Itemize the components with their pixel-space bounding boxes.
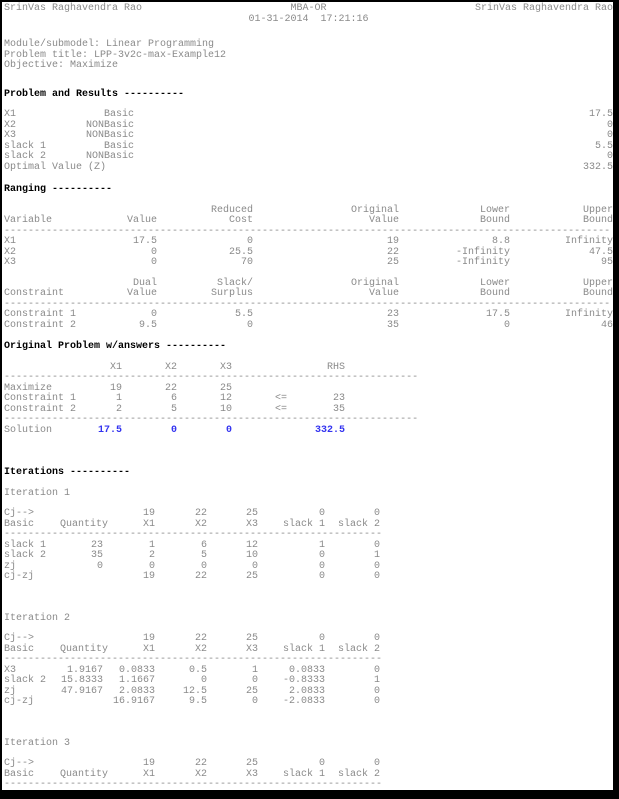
cell: 22 xyxy=(194,633,207,644)
header-cell: Slack/ xyxy=(216,277,253,289)
cell: 22 xyxy=(194,758,207,769)
header-cell: X1 xyxy=(142,768,155,780)
variable-value: 0 xyxy=(606,119,613,131)
cell: 25 xyxy=(245,685,258,697)
basis-cell: slack 2 xyxy=(4,675,47,686)
header-cell: X2 xyxy=(194,643,207,655)
result-row xyxy=(4,110,613,121)
rhs-cell: 35 xyxy=(332,403,345,415)
header-cell: Basic xyxy=(4,643,35,655)
header-cell: X2 xyxy=(194,518,207,530)
cj-label: Cj--> xyxy=(4,758,35,769)
cell: 0 xyxy=(373,685,380,697)
cell: 5 xyxy=(200,550,207,561)
cell: 0 xyxy=(200,560,207,572)
section-heading-iterations: Iterations ---------- xyxy=(4,467,131,478)
cell: 0 xyxy=(246,319,253,331)
table-separator: ----------------------------------------------------------------------------------------------------- xyxy=(4,226,611,237)
original-problem-row xyxy=(4,384,613,395)
problem-results-table xyxy=(4,110,613,173)
cell: 10 xyxy=(219,403,232,415)
cell: 1 xyxy=(251,664,258,676)
solution-label: Solution xyxy=(4,424,53,436)
cell: 6 xyxy=(170,393,177,404)
module-line: Module/submodel: Linear Programming xyxy=(4,39,215,50)
cj-label: Cj--> xyxy=(4,633,35,644)
cell: 47.5 xyxy=(588,246,613,258)
header-cell: slack 2 xyxy=(337,518,380,530)
cell: 2 xyxy=(115,403,122,415)
header-cell: slack 1 xyxy=(282,643,325,655)
cell: 25 xyxy=(219,382,232,394)
cell: 0 xyxy=(373,508,380,519)
original-problem-header xyxy=(4,363,613,374)
basis-status: NONBasic xyxy=(85,119,134,131)
cell: 15.8333 xyxy=(60,675,103,686)
cell: 19 xyxy=(142,758,155,769)
cell: 0 xyxy=(318,758,325,769)
basis-header-row xyxy=(4,645,613,656)
cell: 1 xyxy=(318,539,325,551)
header-cell: Bound xyxy=(582,288,613,299)
cell: 0.0833 xyxy=(118,664,155,676)
cell: 5.5 xyxy=(234,309,253,320)
header-author-left: SrinVas Raghavendra Rao xyxy=(4,3,143,14)
section-heading-original-problem: Original Problem w/answers ---------- xyxy=(4,341,227,352)
header-cell: Bound xyxy=(479,215,510,226)
ranging-variable-row xyxy=(4,237,613,248)
cell: 0.5 xyxy=(188,664,207,676)
cell: 22 xyxy=(194,508,207,519)
cell: 1.1667 xyxy=(118,675,155,686)
cell: 0 xyxy=(96,560,103,572)
result-row xyxy=(4,131,613,142)
header-cell: slack 2 xyxy=(337,643,380,655)
rhs-cell: 23 xyxy=(332,393,345,404)
solution-x3: 0 xyxy=(225,424,232,436)
cell: 2.0833 xyxy=(118,685,155,697)
cell: X3 xyxy=(4,257,17,268)
variable-name: X2 xyxy=(4,119,17,131)
cell: 22 xyxy=(386,246,399,258)
cell: 12 xyxy=(245,539,258,551)
variable-name: X3 xyxy=(4,130,17,141)
app-title: MBA-OR xyxy=(290,3,327,14)
iteration-rows xyxy=(4,541,613,583)
constraint-sign: <= xyxy=(274,393,287,404)
iteration-table xyxy=(4,759,613,791)
cell: 35 xyxy=(90,550,103,561)
cell: Constraint 2 xyxy=(4,403,77,415)
header-cell: Dual xyxy=(132,277,157,289)
header-cell: Variable xyxy=(4,215,53,226)
basis-status: Basic xyxy=(103,140,134,152)
cell: 0 xyxy=(200,675,207,686)
header-cell: slack 1 xyxy=(282,518,325,530)
cell: 22 xyxy=(164,382,177,394)
cell: 0 xyxy=(148,560,155,572)
cell: 0 xyxy=(318,560,325,572)
cell: 0 xyxy=(150,246,157,258)
header-cell: slack 1 xyxy=(282,768,325,780)
header-cell: Quantity xyxy=(60,518,109,530)
cell: 12 xyxy=(219,393,232,404)
ranging-var-header-1 xyxy=(4,206,613,217)
cell: Infinity xyxy=(564,309,613,320)
iteration-row xyxy=(4,697,613,708)
section-heading-ranging: Ranging ---------- xyxy=(4,184,113,195)
cell: X1 xyxy=(4,236,17,247)
cell: 23 xyxy=(90,539,103,551)
basis-status: NONBasic xyxy=(85,130,134,141)
header-cell: X3 xyxy=(245,518,258,530)
cj-row xyxy=(4,634,613,645)
cell: -Infinity xyxy=(455,246,510,258)
cell: 47.9167 xyxy=(60,685,103,697)
header-cell: X3 xyxy=(245,768,258,780)
iteration-table xyxy=(4,509,613,583)
ranging-constraint-row xyxy=(4,321,613,332)
header-cell: X3 xyxy=(245,643,258,655)
cell: 0 xyxy=(251,675,258,686)
iteration-row xyxy=(4,676,613,687)
table-separator: --------------------------------------------------------------------- xyxy=(4,373,419,383)
cell: 19 xyxy=(386,236,399,247)
header-cell: Original xyxy=(350,277,399,289)
cell: 19 xyxy=(142,508,155,519)
cell: 2 xyxy=(148,550,155,561)
report-header xyxy=(4,4,613,25)
ranging-constraint-rows xyxy=(4,310,613,331)
cell: Constraint 1 xyxy=(4,393,77,404)
header-cell: Bound xyxy=(582,215,613,226)
objective-line: Objective: Maximize xyxy=(4,60,119,71)
result-row xyxy=(4,163,613,174)
cell: 8.8 xyxy=(491,236,510,247)
basis-cell: X3 xyxy=(4,664,17,676)
iteration-row xyxy=(4,572,613,583)
iteration-block xyxy=(4,739,613,791)
cell: 0 xyxy=(150,309,157,320)
iteration-row xyxy=(4,562,613,573)
basis-status: NONBasic xyxy=(85,151,134,162)
iteration-row xyxy=(4,551,613,562)
basis-status: Basic xyxy=(103,109,134,120)
cell: 0 xyxy=(503,319,510,331)
original-problem-rows xyxy=(4,384,613,416)
header-cell: Quantity xyxy=(60,643,109,655)
header-cell: Basic xyxy=(4,518,35,530)
cell: -0.8333 xyxy=(282,675,325,686)
cell: 0 xyxy=(373,539,380,551)
iteration-block xyxy=(4,614,613,708)
header-cell: Upper xyxy=(582,277,613,289)
header-center xyxy=(248,4,368,25)
header-cell: Original xyxy=(350,204,399,216)
cell: -Infinity xyxy=(455,257,510,268)
cj-row xyxy=(4,759,613,770)
header-cell: slack 2 xyxy=(337,768,380,780)
cell: 10 xyxy=(245,550,258,561)
ranging-variables-table xyxy=(4,206,613,269)
header-cell: Lower xyxy=(479,277,510,289)
header-cell: Value xyxy=(126,288,157,299)
header-cell: Bound xyxy=(479,288,510,299)
basis-cell: cj-zj xyxy=(4,696,35,707)
cell: 9.5 xyxy=(188,696,207,707)
cell: 19 xyxy=(142,633,155,644)
header-cell: X1 xyxy=(142,643,155,655)
iteration-title: Iteration 1 xyxy=(4,487,71,499)
variable-value: 5.5 xyxy=(594,140,613,152)
cell: 0 xyxy=(246,236,253,247)
variable-name: Optimal Value (Z) xyxy=(4,161,107,173)
result-row xyxy=(4,152,613,163)
solution-row xyxy=(4,426,613,437)
cell: 1 xyxy=(115,393,122,404)
cell: 16.9167 xyxy=(112,696,155,707)
basis-cell: cj-zj xyxy=(4,571,35,582)
table-separator: ----------------------------------------------------------------------------------------------------- xyxy=(4,299,611,310)
cell: 1 xyxy=(148,539,155,551)
header-cell: Value xyxy=(368,288,399,299)
cell: Constraint 1 xyxy=(4,309,77,320)
header-cell: Surplus xyxy=(210,288,253,299)
variable-value: 0 xyxy=(606,151,613,162)
header-datetime: 01-31-2014 17:21:16 xyxy=(248,13,369,25)
problem-meta xyxy=(4,40,613,72)
header-cell: X2 xyxy=(194,768,207,780)
constraint-sign: <= xyxy=(274,403,287,415)
cell: Infinity xyxy=(564,236,613,247)
table-separator: --------------------------------------------------------------- xyxy=(4,655,383,665)
ranging-con-header-1 xyxy=(4,279,613,290)
cell: 25 xyxy=(245,633,258,644)
header-cell: X2 xyxy=(164,361,177,373)
iterations-list xyxy=(4,489,613,791)
cell: 0 xyxy=(373,560,380,572)
cell: 35 xyxy=(386,319,399,331)
cell: 1 xyxy=(373,675,380,686)
cell: 25.5 xyxy=(228,246,253,258)
basis-cell: zj xyxy=(4,685,17,697)
header-cell: Value xyxy=(126,215,157,226)
variable-name: slack 1 xyxy=(4,140,47,152)
cell: 0 xyxy=(373,664,380,676)
header-cell: Reduced xyxy=(210,204,253,216)
variable-value: 0 xyxy=(606,130,613,141)
cj-row xyxy=(4,509,613,520)
basis-header-row xyxy=(4,770,613,781)
iteration-rows xyxy=(4,666,613,708)
basis-cell: zj xyxy=(4,560,17,572)
cell: 0 xyxy=(318,550,325,561)
basis-cell: slack 1 xyxy=(4,539,47,551)
variable-value: 332.5 xyxy=(582,161,613,173)
ranging-constraint-row xyxy=(4,310,613,321)
cell: 2.0833 xyxy=(288,685,325,697)
header-cell: Cost xyxy=(228,215,253,226)
original-problem-row xyxy=(4,394,613,405)
ranging-variable-rows xyxy=(4,237,613,269)
ranging-variable-row xyxy=(4,248,613,259)
variable-name: X1 xyxy=(4,109,17,120)
variable-value: 17.5 xyxy=(588,109,613,120)
cell: 0 xyxy=(373,758,380,769)
iteration-title: Iteration 3 xyxy=(4,737,71,749)
cell: 1 xyxy=(373,550,380,561)
ranging-variable-row xyxy=(4,258,613,269)
header-author-right: SrinVas Raghavendra Rao xyxy=(474,3,613,14)
problem-title-line: Problem title: LPP-3v2c-max-Example12 xyxy=(4,49,227,61)
cell: Constraint 2 xyxy=(4,319,77,331)
header-cell: Quantity xyxy=(60,768,109,780)
cell: 0 xyxy=(150,257,157,268)
cell: 0 xyxy=(373,696,380,707)
header-cell: X1 xyxy=(109,361,122,373)
header-cell: RHS xyxy=(326,361,345,373)
cell: 9.5 xyxy=(138,319,157,331)
cell: 17.5 xyxy=(485,309,510,320)
cj-label: Cj--> xyxy=(4,508,35,519)
cell: 70 xyxy=(240,257,253,268)
cell: 19 xyxy=(142,571,155,582)
solution-x1: 17.5 xyxy=(97,424,122,436)
table-separator: --------------------------------------------------------------------- xyxy=(4,415,419,425)
ranging-var-header-2 xyxy=(4,216,613,227)
variable-name: slack 2 xyxy=(4,151,47,162)
cell: 95 xyxy=(600,257,613,268)
cell: 25 xyxy=(386,257,399,268)
cell: 6 xyxy=(200,539,207,551)
header-cell: Upper xyxy=(582,204,613,216)
cell: 19 xyxy=(109,382,122,394)
header-cell: Basic xyxy=(4,768,35,780)
cell: 25 xyxy=(245,508,258,519)
ranging-con-header-2 xyxy=(4,289,613,300)
cell: 1.9167 xyxy=(66,664,103,676)
cell: 0 xyxy=(251,560,258,572)
cell: 0 xyxy=(251,696,258,707)
table-separator: --------------------------------------------------------------- xyxy=(4,530,383,540)
cell: X2 xyxy=(4,246,17,258)
header-cell: X1 xyxy=(142,518,155,530)
header-cell: Value xyxy=(368,215,399,226)
cell: Maximize xyxy=(4,382,53,394)
header-cell: X3 xyxy=(219,361,232,373)
basis-header-row xyxy=(4,520,613,531)
cell: 0 xyxy=(373,633,380,644)
cell: 12.5 xyxy=(182,685,207,697)
original-problem-table xyxy=(4,363,613,437)
cell: 17.5 xyxy=(132,236,157,247)
cell: 23 xyxy=(386,309,399,320)
cell: -2.0833 xyxy=(282,696,325,707)
iteration-table xyxy=(4,634,613,708)
header-cell: Lower xyxy=(479,204,510,216)
cell: 0 xyxy=(318,571,325,582)
iteration-block xyxy=(4,489,613,583)
cell: 0 xyxy=(318,633,325,644)
table-separator: --------------------------------------------------------------- xyxy=(4,780,383,790)
ranging-constraints-table xyxy=(4,279,613,332)
original-problem-row xyxy=(4,405,613,416)
cell: 46 xyxy=(600,319,613,331)
cell: 0 xyxy=(373,571,380,582)
basis-cell: slack 2 xyxy=(4,550,47,561)
header-cell: Constraint xyxy=(4,288,65,299)
cell: 0.0833 xyxy=(288,664,325,676)
cell: 5 xyxy=(170,403,177,415)
iteration-title: Iteration 2 xyxy=(4,612,71,624)
cell: 22 xyxy=(194,571,207,582)
cell: 25 xyxy=(245,571,258,582)
section-heading-problem-results: Problem and Results ---------- xyxy=(4,88,185,100)
cell: 0 xyxy=(318,508,325,519)
cell: 25 xyxy=(245,758,258,769)
solution-objective-value: 332.5 xyxy=(314,424,345,436)
solution-x2: 0 xyxy=(170,424,177,436)
